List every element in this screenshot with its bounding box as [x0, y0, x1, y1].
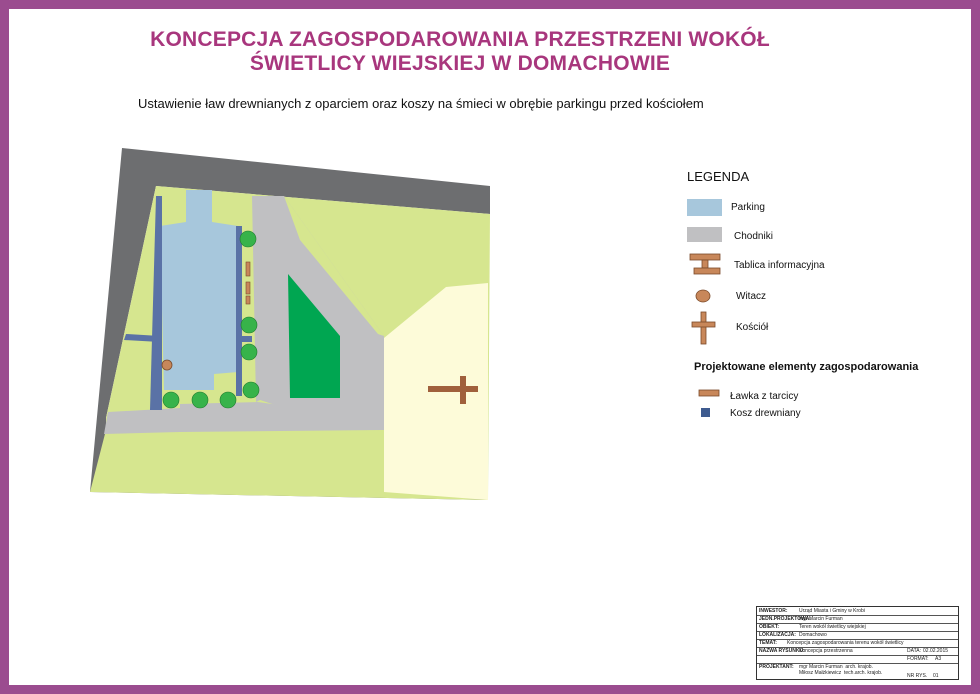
projected-elements-title: Projektowane elementy zagospodarowania	[694, 361, 919, 373]
tree-icon	[163, 392, 179, 408]
tb-row-investor: INWESTOR: Urząd Miasta i Gminy w Krobi	[757, 607, 958, 616]
tb-date-label: DATA:	[907, 648, 921, 654]
tb-row-location: LOKALIZACJA: Domachowo	[757, 631, 958, 640]
tb-row-topic: TEMAT: Koncepcja zagospodarowania terenu wokół świetlicy	[757, 639, 958, 648]
tb-row-designers: PROJEKTANT: mgr Marcin Furman arch. krajob. Miłosz Małżkiewicz tech.arch. krajob. NR RYS. 01	[759, 664, 939, 679]
bench	[246, 262, 250, 276]
legend-bench-swatch	[699, 390, 719, 396]
tree-icon	[220, 392, 236, 408]
legend-info-board-icon	[690, 254, 720, 274]
tb-sheet-label: NR RYS.	[907, 673, 928, 679]
tb-row-unit: JEDN.PROJEKTOWA: mgr Marcin Furman	[757, 615, 958, 624]
title-line-1: KONCEPCJA ZAGOSPODAROWANIA PRZESTRZENI WOKÓŁ	[150, 28, 770, 51]
legend-label-church: Kościół	[736, 322, 769, 333]
tree-icon	[192, 392, 208, 408]
parking-connector-right	[238, 336, 252, 342]
tree-icon	[241, 344, 257, 360]
legend-label-sidewalks: Chodniki	[734, 231, 773, 242]
title-block	[756, 606, 959, 680]
greeter-sign-icon	[162, 360, 172, 370]
legend-church-icon	[692, 312, 715, 344]
legend-label-greeter: Witacz	[736, 291, 766, 302]
legend-parking-swatch	[687, 199, 722, 216]
legend-sidewalk-swatch	[687, 227, 722, 242]
page-subtitle: Ustawienie ław drewnianych z oparciem oraz koszy na śmieci w obrębie parkingu przed kościołem	[138, 96, 704, 111]
bench	[246, 296, 250, 304]
legend-title: LEGENDA	[687, 169, 750, 184]
legend-greeter-icon	[696, 290, 710, 302]
tree-icon	[241, 317, 257, 333]
legend-label-info-board: Tablica informacyjna	[734, 260, 825, 271]
tb-sheet: 01	[933, 673, 939, 679]
legend-label-bench: Ławka z tarcicy	[730, 391, 799, 402]
tb-row-drawing-name: NAZWA RYSUNKU: Koncepcja przestrzenna DATA: 02.02.2015	[757, 647, 958, 656]
tb-format-label: FORMAT:	[907, 656, 929, 662]
legend-label-bin: Kosz drewniany	[730, 408, 801, 419]
tb-format: A3	[935, 656, 942, 662]
title-line-2: ŚWIETLICY WIEJSKIEJ W DOMACHOWIE	[249, 52, 671, 75]
tb-row-object: OBIEKT: Teren wokół świetlicy wiejskiej	[757, 623, 958, 632]
legend-label-parking: Parking	[731, 202, 765, 213]
bench	[246, 282, 250, 294]
tb-date: 02.02.2015	[923, 648, 949, 654]
tree-icon	[243, 382, 259, 398]
parking-edge-right	[236, 226, 242, 396]
path-west	[104, 408, 180, 434]
legend-bin-swatch	[701, 408, 710, 417]
tree-icon	[240, 231, 256, 247]
